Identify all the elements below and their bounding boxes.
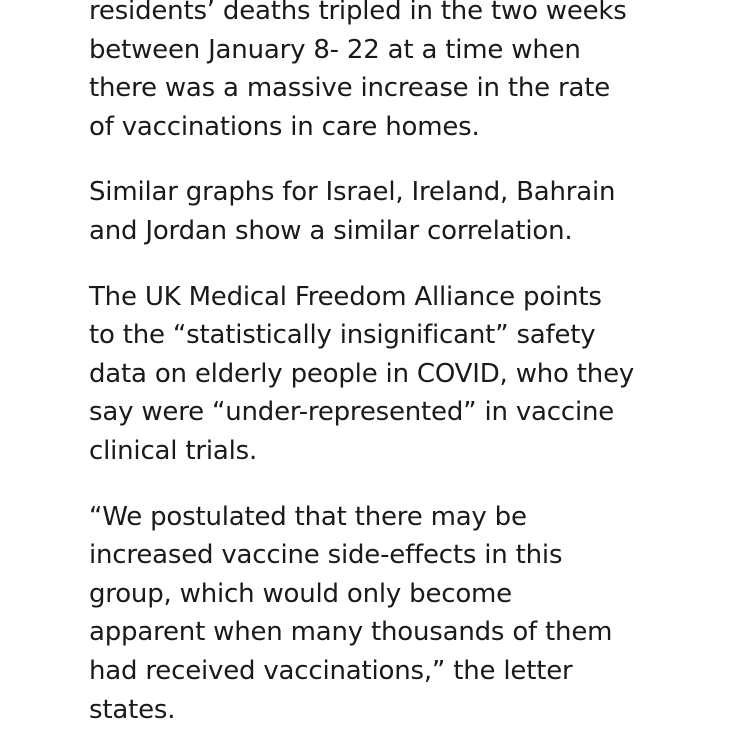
text-line: states. — [89, 694, 176, 725]
text-line: group, which would only become — [89, 578, 512, 609]
text-line: Similar graphs for Israel, Ireland, Bahrain — [89, 177, 616, 208]
text-line: data on elderly people in COVID, who they — [89, 358, 635, 389]
text-line: had received vaccinations,” the letter — [89, 655, 573, 686]
paragraph-deaths-tripled — [89, 0, 689, 146]
text-line: and Jordan show a similar correlation. — [89, 215, 573, 246]
paragraph-medical-freedom-alliance — [89, 278, 689, 471]
text-line: say were “under-represented” in vaccine — [89, 397, 615, 428]
text-line: increased vaccine side-effects in this — [89, 540, 563, 571]
text-line: residents’ deaths tripled in the two weeks — [89, 0, 627, 26]
text-line: between January 8- 22 at a time when — [89, 34, 581, 65]
text-line: of vaccinations in care homes. — [89, 111, 480, 142]
paragraph-similar-graphs — [89, 173, 689, 250]
article-body — [89, 0, 689, 729]
text-line: The UK Medical Freedom Alliance points — [89, 281, 602, 312]
text-line: apparent when many thousands of them — [89, 617, 613, 648]
text-line: clinical trials. — [89, 435, 258, 466]
text-line: to the “statistically insignificant” safety — [89, 320, 596, 351]
paragraph-letter-quote — [89, 498, 689, 730]
text-line: there was a massive increase in the rate — [89, 73, 611, 104]
text-line: “We postulated that there may be — [89, 501, 527, 532]
